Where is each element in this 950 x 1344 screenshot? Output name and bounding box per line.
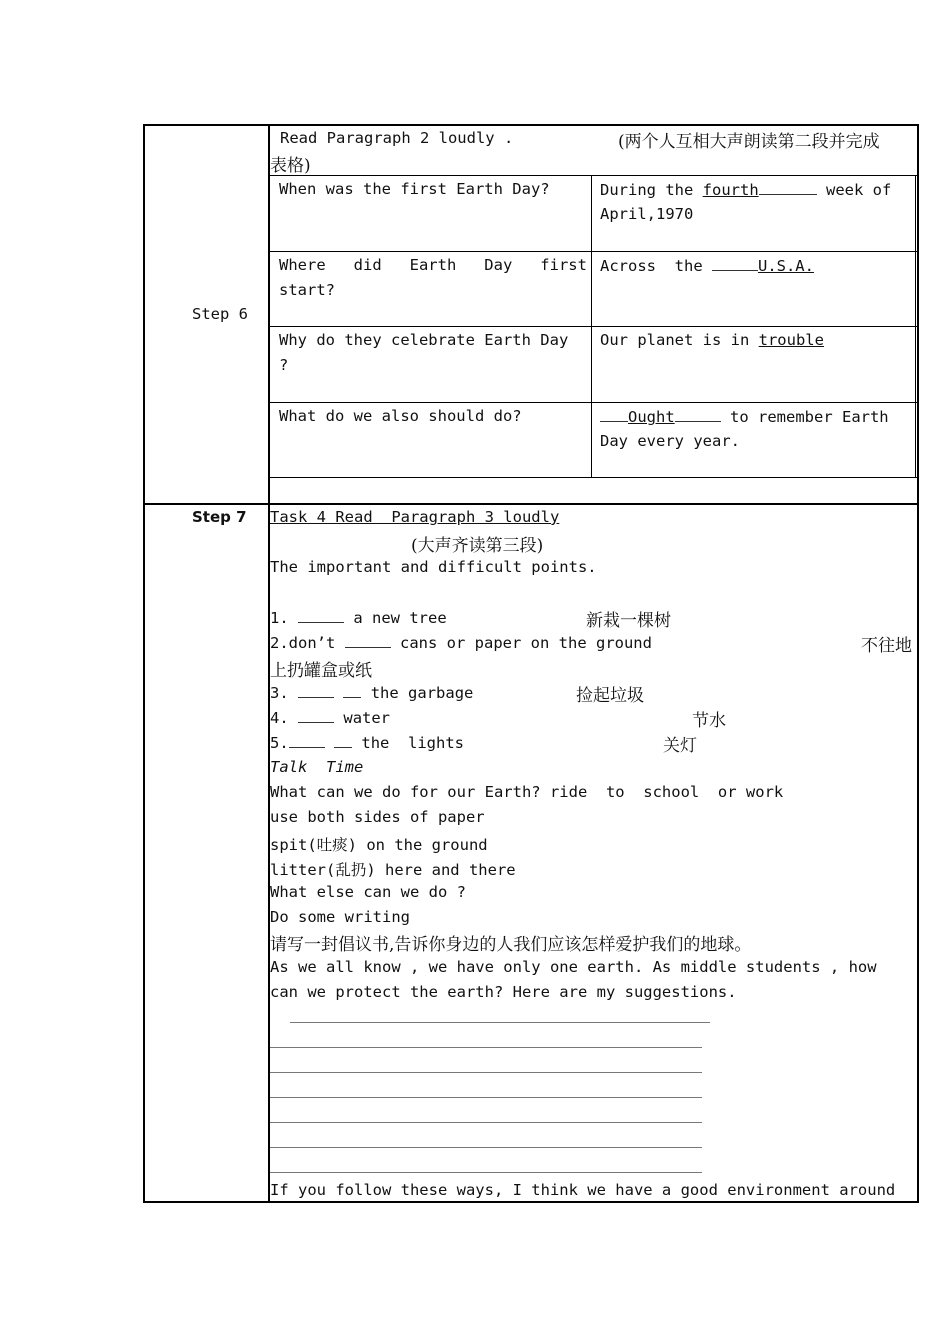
answer-first-earth-day: During the fourth week of <box>600 181 892 199</box>
question-first-earth-day: When was the first Earth Day? <box>279 180 550 198</box>
question-what-should-do: What do we also should do? <box>279 407 522 425</box>
inner-table-bottom <box>269 477 917 478</box>
list-item: 1. a new tree <box>270 609 447 627</box>
step6-instruction-cn-cont: 表格) <box>270 156 311 176</box>
talk-line: litter(乱扔) here and there <box>270 861 516 879</box>
talk-line: use both sides of paper <box>270 808 485 826</box>
list-item-cn-cont: 上扔罐盒或纸 <box>270 661 372 681</box>
task-title-cn: (大声齐读第三段) <box>411 536 544 556</box>
inner-table-top <box>269 175 917 176</box>
filled-blank: Ought <box>628 408 675 426</box>
writing-prompt: As we all know , we have only one earth. As middle students , how <box>270 958 877 976</box>
step6-instruction-cn: (两个人互相大声朗读第二段并完成 <box>618 132 880 152</box>
writing-heading: Do some writing <box>270 908 410 926</box>
list-item: 3. the garbage <box>270 684 474 702</box>
table-right-border <box>917 124 919 1203</box>
talk-line: What else can we do ? <box>270 883 466 901</box>
question-why-celebrate-cont: ? <box>279 356 289 374</box>
inner-table-right <box>915 175 916 477</box>
inner-column-divider <box>591 175 592 477</box>
list-item-cn: 节水 <box>692 711 726 731</box>
step7-label: Step 7 <box>192 508 247 526</box>
writing-prompt-cont: can we protect the earth? Here are my suggestions. <box>270 983 737 1001</box>
filled-blank: U.S.A. <box>757 257 814 275</box>
table-top-border <box>143 124 919 126</box>
step6-label: Step 6 <box>192 305 248 323</box>
task-title: Task 4 Read Paragraph 3 loudly <box>270 508 560 526</box>
filled-blank: trouble <box>758 331 824 349</box>
writing-answer-line[interactable] <box>270 1172 702 1173</box>
writing-answer-line[interactable] <box>270 1122 702 1123</box>
list-item: 4. water <box>270 709 391 727</box>
writing-instruction-cn: 请写一封倡议书,告诉你身边的人我们应该怎样爱护我们的地球。 <box>270 935 752 955</box>
question-why-celebrate: Why do they celebrate Earth Day <box>279 331 569 349</box>
writing-answer-line[interactable] <box>270 1047 702 1048</box>
list-item-cn: 捡起垃圾 <box>576 686 644 706</box>
answer-why-celebrate: Our planet is in trouble <box>600 331 824 349</box>
answer-where-start: Across the U.S.A. <box>600 257 814 275</box>
writing-answer-line[interactable] <box>270 1097 702 1098</box>
writing-answer-line[interactable] <box>290 1022 710 1023</box>
points-heading: The important and difficult points. <box>270 558 597 576</box>
step-divider <box>143 503 919 505</box>
talk-line: spit(吐痰) on the ground <box>270 836 488 854</box>
talk-time-heading: Talk Time <box>270 758 364 776</box>
question-where-start: Where did Earth Day first <box>279 256 587 274</box>
list-item-cn: 关灯 <box>663 736 697 756</box>
answer-what-should-do-cont: Day every year. <box>600 432 740 450</box>
table-bottom-border <box>143 1201 919 1203</box>
table-left-border <box>143 124 145 1203</box>
list-item-cn: 不往地 <box>861 636 912 656</box>
talk-question: What can we do for our Earth? ride to school or work <box>270 783 784 801</box>
question-where-start-cont: start? <box>279 281 335 299</box>
list-item: 5. the lights <box>270 734 465 752</box>
inner-row-divider <box>269 402 917 403</box>
closing-sentence: If you follow these ways, I think we have a good environment around <box>270 1181 896 1199</box>
writing-answer-line[interactable] <box>270 1147 702 1148</box>
filled-blank: fourth <box>702 181 759 199</box>
answer-first-earth-day-cont: April,1970 <box>600 205 694 223</box>
writing-answer-line[interactable] <box>270 1072 702 1073</box>
step6-instruction: Read Paragraph 2 loudly . <box>280 129 514 147</box>
inner-row-divider <box>269 251 917 252</box>
inner-row-divider <box>269 326 917 327</box>
list-item-cn: 新栽一棵树 <box>586 611 671 631</box>
list-item: 2.don’t cans or paper on the ground <box>270 634 652 652</box>
answer-what-should-do: Ought to remember Earth <box>600 407 889 426</box>
